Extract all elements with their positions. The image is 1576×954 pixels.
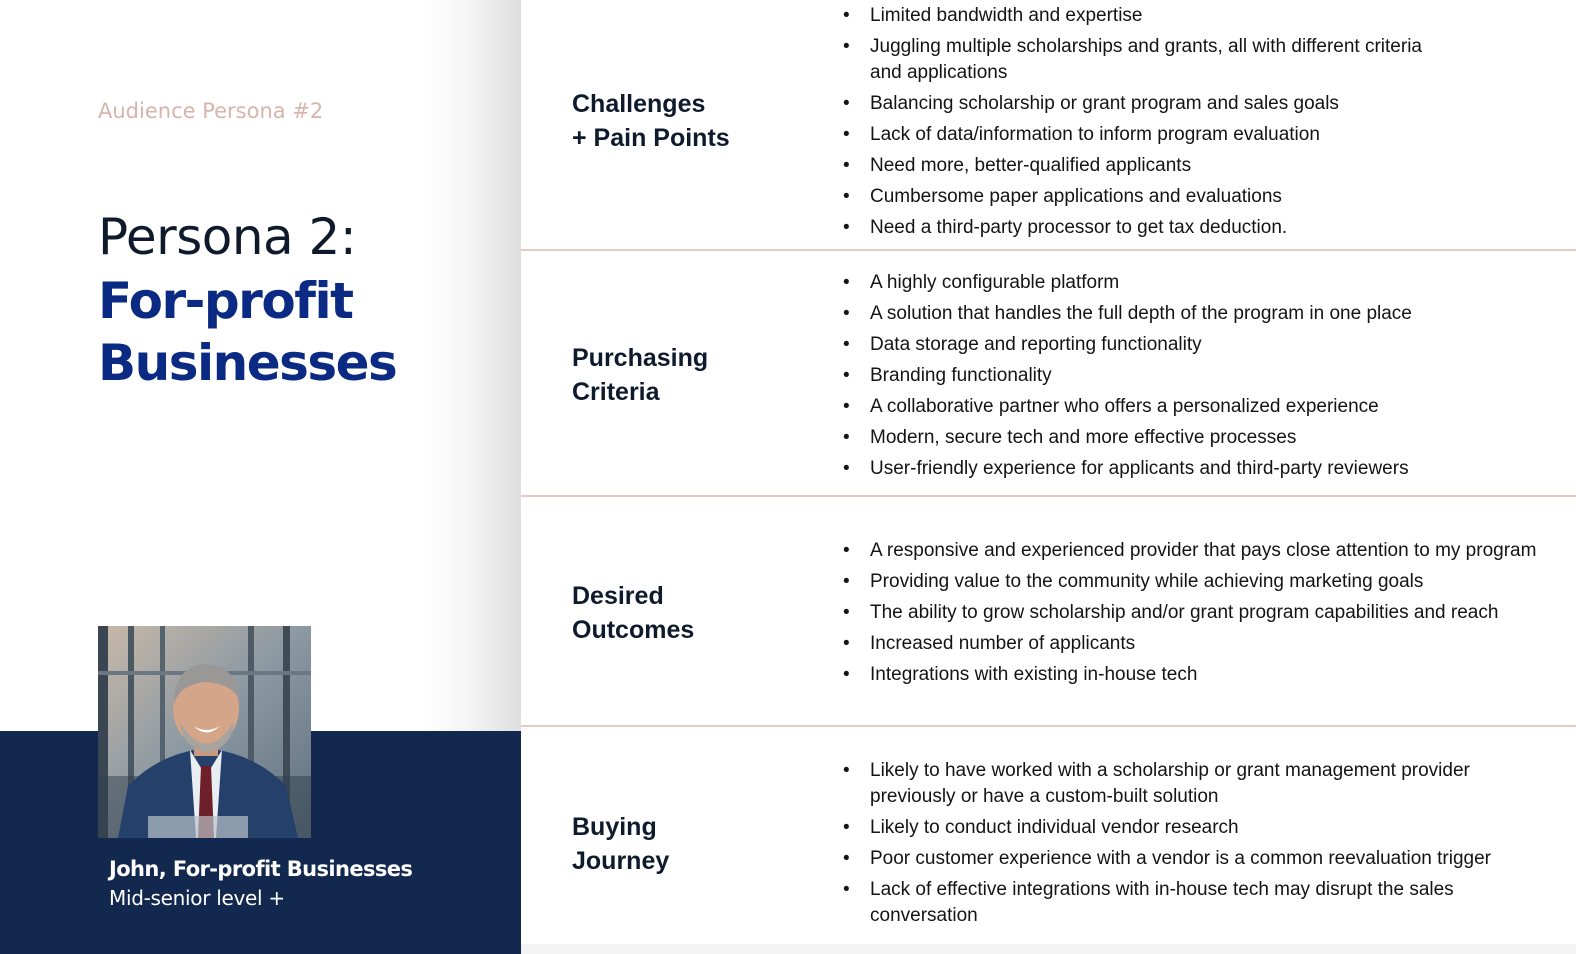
section-label [572, 579, 694, 647]
list-item-text: Poor customer experience with a vendor is a common reevaluation trigger [870, 848, 1491, 869]
bullet-icon: • [843, 365, 850, 386]
list-item [843, 394, 1573, 420]
bullet-icon: • [843, 124, 850, 145]
bullet-icon: • [843, 817, 850, 838]
section-divider [521, 249, 1576, 251]
section-label-line2: Criteria [572, 378, 660, 406]
bullet-icon: • [843, 36, 850, 57]
list-item-text: Need more, better-qualified applicants [870, 155, 1192, 176]
page-title-accent [98, 270, 396, 394]
list-item-text: Cumbersome paper applications and evaluations [870, 186, 1282, 207]
list-item [843, 538, 1573, 564]
list-item-text: Providing value to the community while achieving marketing goals [870, 571, 1424, 592]
bullet-icon: • [843, 760, 850, 781]
businessman-portrait-image [98, 626, 311, 838]
section-label-line1: Purchasing [572, 344, 709, 372]
list-item [843, 815, 1573, 841]
list-item [843, 301, 1573, 327]
section-label [572, 341, 708, 409]
bullet-icon: • [843, 540, 850, 561]
bullet-icon: • [843, 633, 850, 654]
section-label-line1: Desired [572, 582, 664, 610]
list-item [843, 662, 1573, 688]
list-item-text: A responsive and experienced provider that pays close attention to my program [870, 540, 1537, 561]
persona-photo [98, 626, 311, 838]
list-item [843, 153, 1573, 179]
section-divider [521, 495, 1576, 497]
section-label-line1: Buying [572, 813, 657, 841]
bullet-icon: • [843, 186, 850, 207]
list-item [843, 877, 1573, 929]
bullet-icon: • [843, 217, 850, 238]
list-item-text: Data storage and reporting functionality [870, 334, 1202, 355]
list-item [843, 456, 1573, 482]
bullet-icon: • [843, 602, 850, 623]
list-item [843, 363, 1573, 389]
list-item-text: Integrations with existing in-house tech [870, 664, 1198, 685]
list-item-text: Need a third-party processor to get tax deduction. [870, 217, 1288, 238]
bullet-list [843, 3, 1573, 246]
list-item [843, 3, 1573, 29]
list-item [843, 91, 1573, 117]
list-item-text: Balancing scholarship or grant program and sales goals [870, 93, 1339, 114]
section-label [572, 810, 669, 878]
persona-name: John, For-profit Businesses [109, 857, 413, 881]
section-label [572, 87, 730, 155]
bullet-icon: • [843, 155, 850, 176]
list-item-text: Limited bandwidth and expertise [870, 5, 1143, 26]
list-item [843, 270, 1573, 296]
bullet-list [843, 538, 1573, 693]
list-item-text: A solution that handles the full depth of the program in one place [870, 303, 1412, 324]
persona-role: Mid-senior level + [109, 886, 285, 910]
list-item [843, 600, 1573, 626]
bullet-icon: • [843, 93, 850, 114]
list-item [843, 215, 1573, 241]
bullet-icon: • [843, 458, 850, 479]
list-item [843, 631, 1573, 657]
persona-details [521, 0, 1576, 954]
section-label-line2: + Pain Points [572, 124, 730, 152]
bullet-icon: • [843, 848, 850, 869]
list-item-text: Lack of data/information to inform program evaluation [870, 124, 1320, 145]
page-title: Persona 2: [98, 208, 357, 266]
bullet-list [843, 270, 1573, 487]
section-divider [521, 725, 1576, 727]
list-item-text: Modern, secure tech and more effective processes [870, 427, 1297, 448]
section-label-line1: Challenges [572, 90, 706, 118]
list-item [843, 425, 1573, 451]
list-item-text: Lack of effective integrations with in-house tech may disrupt the sales conversation [870, 879, 1454, 926]
bullet-icon: • [843, 664, 850, 685]
bullet-icon: • [843, 303, 850, 324]
list-item [843, 122, 1573, 148]
eyebrow-label: Audience Persona #2 [98, 99, 324, 123]
bullet-icon: • [843, 427, 850, 448]
bullet-icon: • [843, 571, 850, 592]
bottom-strip [521, 944, 1576, 954]
list-item-text: The ability to grow scholarship and/or grant program capabilities and reach [870, 602, 1499, 623]
list-item-text: A collaborative partner who offers a personalized experience [870, 396, 1379, 417]
list-item [843, 184, 1573, 210]
list-item [843, 332, 1573, 358]
bullet-icon: • [843, 5, 850, 26]
page-title-accent-line1: For-profit [98, 272, 353, 330]
bullet-icon: • [843, 272, 850, 293]
list-item-text: Juggling multiple scholarships and grants, all with different criteria and applications [870, 36, 1422, 83]
list-item-text: Likely to have worked with a scholarship or grant management provider previously or have a custom-built solution [870, 760, 1470, 807]
list-item-text: User-friendly experience for applicants and third-party reviewers [870, 458, 1409, 479]
list-item [843, 846, 1573, 872]
list-item [843, 34, 1573, 86]
persona-header-panel [0, 0, 521, 954]
page-title-accent-line2: Businesses [98, 334, 397, 392]
list-item [843, 758, 1573, 810]
bullet-icon: • [843, 879, 850, 900]
bullet-icon: • [843, 334, 850, 355]
bullet-icon: • [843, 396, 850, 417]
section-label-line2: Outcomes [572, 616, 695, 644]
list-item-text: Likely to conduct individual vendor research [870, 817, 1239, 838]
bullet-list [843, 758, 1573, 934]
list-item-text: Branding functionality [870, 365, 1052, 386]
panel-shadow [421, 0, 521, 735]
list-item-text: Increased number of applicants [870, 633, 1136, 654]
section-label-line2: Journey [572, 847, 670, 875]
list-item-text: A highly configurable platform [870, 272, 1120, 293]
list-item [843, 569, 1573, 595]
